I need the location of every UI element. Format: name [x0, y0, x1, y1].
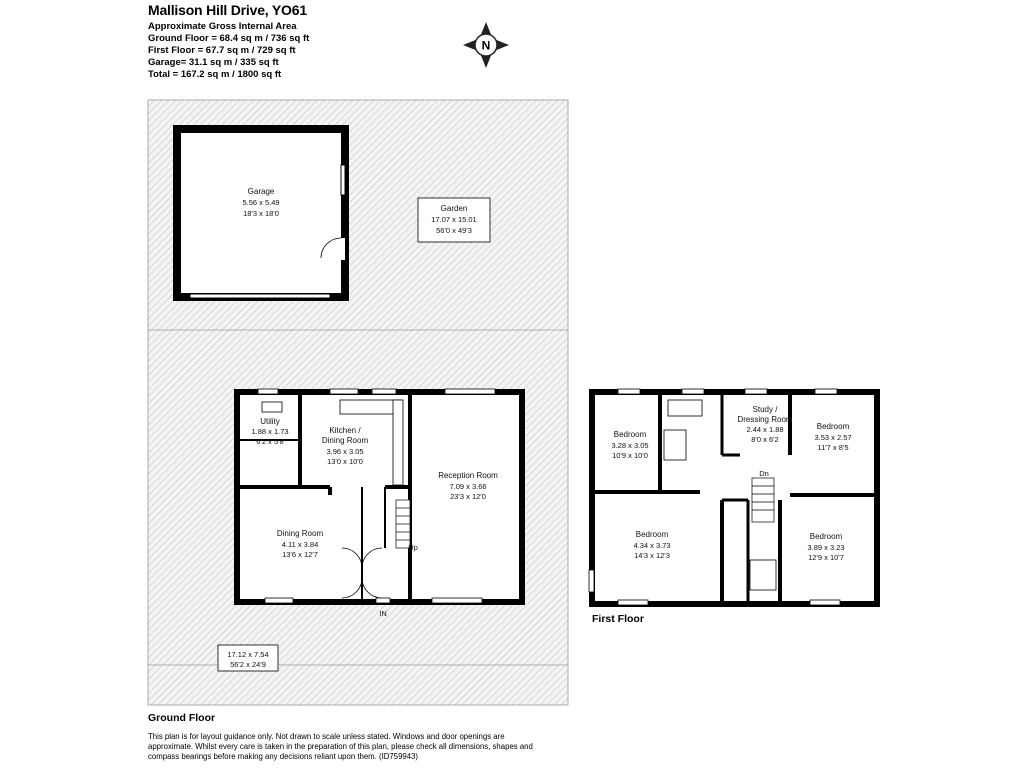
garage-metric: 5.56 x 5.49 — [242, 198, 280, 207]
bedroom-4-name: Bedroom — [809, 532, 843, 541]
stairs-down-label: Dn — [759, 469, 769, 478]
bedroom-4-metric: 3.89 x 3.23 — [807, 543, 845, 552]
utility-imperial: 6'2 x 5'8 — [256, 437, 284, 446]
bedroom-2-imperial: 11'7 x 8'5 — [817, 443, 849, 452]
bedroom-3-metric: 4.34 x 3.73 — [633, 541, 671, 550]
bedroom-3-name: Bedroom — [635, 530, 669, 539]
garage-area: Garage= 31.1 sq m / 335 sq ft — [148, 57, 279, 68]
compass-label: N — [481, 38, 491, 53]
study-imperial: 8'0 x 6'2 — [751, 435, 779, 444]
total-area: Total = 167.2 sq m / 1800 sq ft — [148, 69, 282, 80]
dining-name: Dining Room — [276, 529, 324, 538]
utility-metric: 1.88 x 1.73 — [251, 427, 289, 436]
garden-metric: 17.07 x 15.01 — [431, 215, 477, 224]
compass-icon — [463, 22, 509, 68]
reception-metric: 7.09 x 3.66 — [449, 482, 487, 491]
bedroom-2-metric: 3.53 x 2.57 — [814, 433, 852, 442]
kitchen-name-1: Kitchen / — [329, 426, 361, 435]
entrance-label: IN — [379, 609, 387, 618]
garage-name: Garage — [247, 187, 275, 196]
garden-name: Garden — [440, 204, 468, 213]
kitchen-metric: 3.96 x 3.05 — [326, 447, 364, 456]
dining-metric: 4.11 x 3.84 — [281, 540, 319, 549]
front-garden-imperial: 56'2 x 24'9 — [230, 660, 266, 669]
property-title: Mallison Hill Drive, YO61 — [148, 2, 307, 18]
study-metric: 2.44 x 1.88 — [746, 425, 784, 434]
bedroom-4-imperial: 12'9 x 10'7 — [808, 553, 844, 562]
bedroom-1-name: Bedroom — [613, 430, 647, 439]
reception-imperial: 23'3 x 12'0 — [450, 492, 486, 501]
garden-imperial: 56'0 x 49'3 — [436, 226, 472, 235]
first-floor-area: First Floor = 67.7 sq m / 729 sq ft — [148, 45, 296, 56]
study-name-1: Study / — [752, 405, 778, 414]
bedroom-1-metric: 3.28 x 3.05 — [611, 441, 649, 450]
dining-imperial: 13'6 x 12'7 — [282, 550, 318, 559]
bedroom-2-name: Bedroom — [816, 422, 850, 431]
first-floor-label: First Floor — [592, 613, 644, 625]
disclaimer-text: This plan is for layout guidance only. Not drawn to scale unless stated. Windows and door openings are approximate. Whilst every care is taken in the preparation of this plan, please check all dimensions, shapes and compass bearings before making any decisions reliant upon them. (ID759943) — [148, 732, 533, 761]
kitchen-name-2: Dining Room — [321, 436, 369, 445]
utility-name: Utility — [260, 417, 280, 426]
ground-floor-area: Ground Floor = 68.4 sq m / 736 sq ft — [148, 33, 310, 44]
ground-floor-label: Ground Floor — [148, 712, 216, 724]
kitchen-imperial: 13'0 x 10'0 — [327, 457, 363, 466]
study-name-2: Dressing Room — [737, 415, 793, 424]
bedroom-3-imperial: 14'3 x 12'3 — [634, 551, 670, 560]
stairs-up-label: Up — [408, 543, 418, 552]
reception-name: Reception Room — [438, 471, 498, 480]
garage-imperial: 18'3 x 18'0 — [243, 209, 279, 218]
bedroom-1-imperial: 10'9 x 10'0 — [612, 451, 648, 460]
front-garden-metric: 17.12 x 7.54 — [227, 650, 269, 659]
area-heading: Approximate Gross Internal Area — [148, 21, 297, 32]
